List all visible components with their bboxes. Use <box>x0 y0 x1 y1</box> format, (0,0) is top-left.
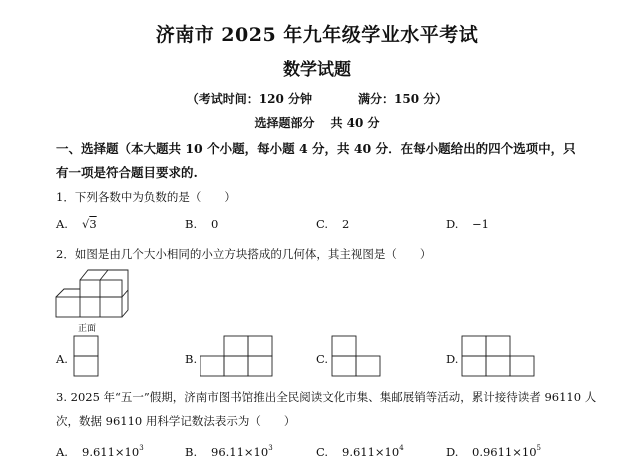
q2-option-a-figure <box>72 334 102 380</box>
exam-info <box>0 90 634 107</box>
q2-option-c-label: C. <box>316 352 329 366</box>
square-cell <box>200 356 224 376</box>
square-cell <box>356 356 380 376</box>
square-cell <box>510 356 534 376</box>
exam-title: 济南市 2025 年九年级学业水平考试 <box>155 24 479 46</box>
square-cell <box>74 336 98 356</box>
section-instructions-line2: 有一项是符合题目要求的. <box>56 165 198 180</box>
square-cell <box>248 336 272 356</box>
cube-solid-figure <box>52 266 142 322</box>
q3-option-b-value: 96.11×10 <box>211 445 269 459</box>
cube-edge <box>100 270 108 280</box>
q1-option-c <box>316 217 349 231</box>
square-cell <box>74 356 98 376</box>
q2-option-c-figure <box>330 334 384 380</box>
q3-option-b <box>185 444 273 459</box>
square-cell <box>248 356 272 376</box>
exam-time: （考试时间：120 分钟 <box>186 92 312 106</box>
cube-face <box>56 297 122 317</box>
question-2-stem: 2．如图是由几个大小相同的小立方块搭成的几何体，其主视图是（ ） <box>56 247 432 261</box>
q1-option-d-value: −1 <box>472 217 489 231</box>
q3-option-d-label: D. <box>446 445 459 459</box>
q3-option-d <box>446 444 541 459</box>
q3-option-d-value: 0.9611×10 <box>472 445 537 459</box>
q3-option-a-label: A. <box>56 445 68 459</box>
q1-option-a-label: A. <box>56 217 68 231</box>
q2-option-b-figure <box>200 334 276 380</box>
q3-option-a-value: 9.611×10 <box>82 445 140 459</box>
q1-option-a-value: 3 <box>89 217 97 231</box>
square-cell <box>332 336 356 356</box>
q3-option-a-exponent: 3 <box>139 444 144 452</box>
q3-option-c-label: C. <box>316 445 329 459</box>
full-score: 满分：150 分） <box>358 92 448 106</box>
q3-option-b-label: B. <box>185 445 198 459</box>
q1-option-d <box>446 217 489 231</box>
q1-option-b <box>185 217 218 231</box>
q2-option-b-label: B. <box>185 352 198 366</box>
q2-option-a-label: A. <box>56 352 68 366</box>
section-part-heading <box>0 114 634 131</box>
q3-option-a <box>56 444 144 459</box>
section-instructions-line1: 一、选择题（本大题共 10 个小题，每小题 4 分，共 40 分．在每小题给出的四个选项中，只 <box>56 141 576 156</box>
front-view-label: 正面 <box>78 324 97 334</box>
section-part-label: 选择题部分 <box>254 116 315 130</box>
q1-option-b-label: B. <box>185 217 198 231</box>
sqrt-symbol: √ <box>82 217 90 231</box>
q1-option-a <box>56 217 97 231</box>
cube-edge <box>122 290 128 297</box>
q3-option-c-value: 9.611×10 <box>342 445 400 459</box>
exam-subtitle: 数学试题 <box>283 60 351 80</box>
section-points: 共 40 分 <box>330 116 380 130</box>
square-cell <box>332 356 356 376</box>
q3-option-c <box>316 444 404 459</box>
q3-option-c-exponent: 4 <box>399 444 404 452</box>
q1-option-d-label: D. <box>446 217 459 231</box>
q1-option-c-label: C. <box>316 217 329 231</box>
q1-option-b-value: 0 <box>211 217 219 231</box>
cube-edge <box>56 289 80 297</box>
square-cell <box>486 336 510 356</box>
q3-option-d-exponent: 5 <box>536 444 541 452</box>
cube-edge <box>80 270 128 317</box>
q2-option-d-label: D. <box>446 352 459 366</box>
q3-option-b-exponent: 3 <box>268 444 273 452</box>
square-cell <box>462 336 486 356</box>
square-cell <box>486 356 510 376</box>
cube-face <box>80 280 122 297</box>
square-cell <box>462 356 486 376</box>
question-3-stem-line2: 次，数据 96110 用科学记数法表示为（ ） <box>56 414 296 428</box>
question-3-stem-line1: 3. 2025 年“五一”假期，济南市图书馆推出全民阅读文化市集、集邮展销等活动，累计接待读者 96110 人 <box>56 390 597 404</box>
q1-option-c-value: 2 <box>342 217 350 231</box>
q2-option-d-figure <box>460 334 536 380</box>
square-cell <box>224 356 248 376</box>
question-1-stem: 1．下列各数中为负数的是（ ） <box>56 190 236 204</box>
square-cell <box>224 336 248 356</box>
